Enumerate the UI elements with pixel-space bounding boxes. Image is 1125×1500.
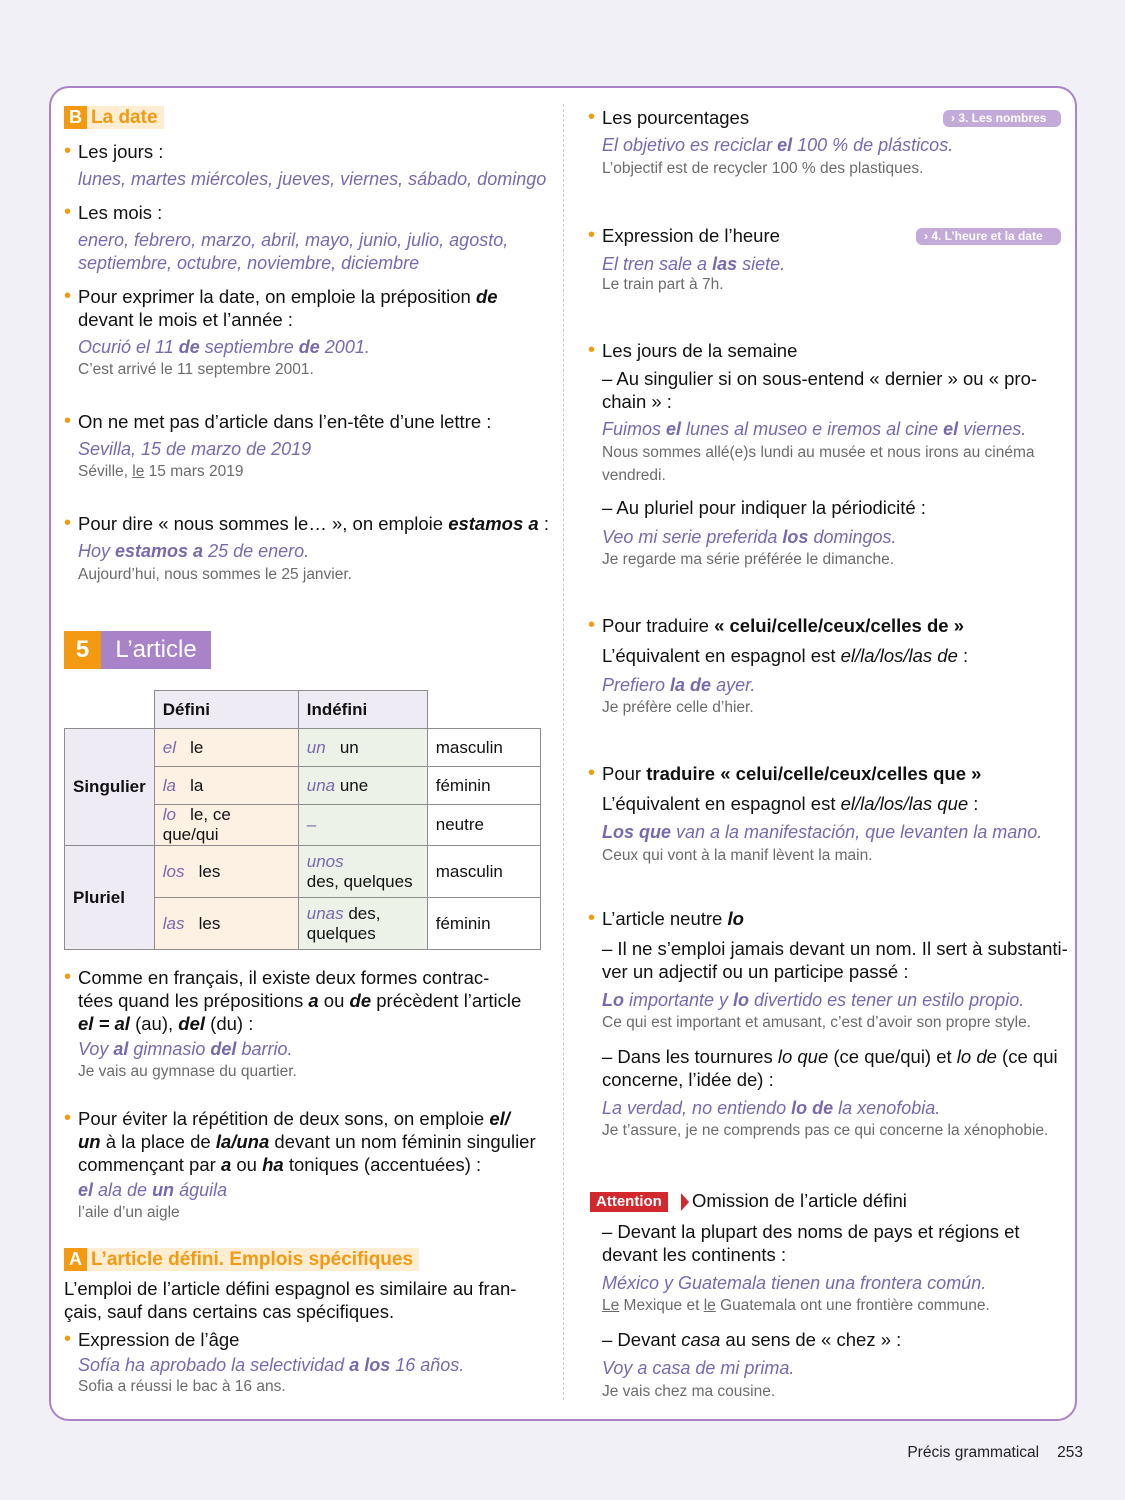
mois-label: • Les mois : [64,201,163,223]
contraction-rule: • Comme en français, il existe deux formes contrac- tées quand les prépositions a ou de précèdent l’article el = al (au), del (du) : [64,966,522,1034]
repetition-translation: l’aile d’un aigle [78,1204,180,1221]
neutre-lo-example-1: Lo importante y lo divertido es tener un estilo propio. [602,990,1025,1010]
celui-de-translation: Je préfère celle d’hier. [602,699,754,716]
cell-indefini: – [298,805,427,846]
neutre-lo-rule-1: – Il ne s’emploi jamais devant un nom. Il sert à substanti- [602,938,1068,959]
estamos-example: Hoy estamos a 25 de enero. [78,541,310,561]
section-a-heading [64,1248,419,1271]
cell-genre: neutre [427,805,540,846]
cell-genre: féminin [427,898,540,950]
age-label: • Expression de l’âge [64,1328,240,1350]
semaine-example-2: Veo mi serie preferida los domingos. [602,527,897,547]
heure-example: El tren sale a las siete. [602,254,786,274]
cell-genre: masculin [427,846,540,898]
neutre-lo-rule-4: concerne, l’idée de) : [602,1069,774,1090]
celui-de-equiv: L’équivalent en espagnol est el/la/los/las de : [602,645,969,666]
estamos-rule: • Pour dire « nous sommes le… », on emploie estamos a : [64,512,549,534]
lettre-translation: Séville, le 15 mars 2019 [78,463,244,480]
jours-example: lunes, martes miércoles, jueves, viernes, sábado, domingo [78,169,547,189]
cell-defini: las les [154,898,298,950]
neutre-lo-rule-2: ver un adjectif ou un participe passé : [602,961,909,982]
semaine-rule-2: chain » : [602,391,672,412]
celui-de-example: Prefiero la de ayer. [602,675,756,695]
cell-defini: lo le, ce que/qui [154,805,298,846]
cell-genre: féminin [427,767,540,805]
attention-rule-2: devant les continents : [602,1244,787,1265]
cell-defini: el le [154,729,298,767]
repetition-example: el ala de un águila [78,1180,228,1200]
section-a-intro-1: L’emploi de l’article défini espagnol es similaire au fran- [64,1278,517,1299]
cell-indefini: una une [298,767,427,805]
celui-que-example: Los que van a la manifestación, que levanten la mano. [602,822,1043,842]
attention-arrow-icon [681,1193,689,1211]
attention-translation-1: Le Mexique et le Guatemala ont une frontière commune. [602,1297,990,1314]
pourcentages-example: El objetivo es reciclar el 100 % de plásticos. [602,135,954,155]
section-letter: B [64,106,87,129]
neutre-lo-example-2: La verdad, no entiendo lo de la xenofobia. [602,1098,941,1118]
header-indefini: Indéfini [298,691,427,729]
semaine-label: • Les jours de la semaine [588,339,798,361]
ref-link-heure-date[interactable]: › 4. L’heure et la date [916,228,1061,245]
neutre-lo-label: • L’article neutre lo [588,907,744,929]
table-row [65,846,541,898]
section-5-title: L’article [101,631,211,669]
date-rule: • Pour exprimer la date, on emploie la préposition de [64,285,498,307]
footer-label: Précis grammatical [907,1444,1040,1461]
celui-que-translation: Ceux qui vont à la manif lèvent la main. [602,847,873,864]
contraction-translation: Je vais au gymnase du quartier. [78,1063,297,1080]
row-label-singulier: Singulier [65,729,155,846]
attention-title: Omission de l’article défini [692,1190,907,1211]
age-example: Sofía ha aprobado la selectividad a los 16 años. [78,1355,465,1375]
mois-example-2: septiembre, octubre, noviembre, diciembre [78,253,420,273]
section-title: L’article défini. Emplois spécifiques [87,1248,419,1271]
cell-genre: masculin [427,729,540,767]
cell-defini: la la [154,767,298,805]
heure-label: • Expression de l’heure [588,224,780,246]
repetition-rule: • Pour éviter la répétition de deux sons, on emploie el/ un à la place de la/una devant un nom féminin singulier commençant par a ou ha toniques (accentuées) : [64,1107,536,1175]
section-5-number: 5 [64,631,101,669]
attention-badge: Attention [590,1192,668,1212]
cell-defini: los les [154,846,298,898]
cell-indefini: unos des, quelques [298,846,427,898]
estamos-translation: Aujourd’hui, nous sommes le 25 janvier. [78,566,352,583]
page-footer [907,1444,1083,1462]
lettre-rule: • On ne met pas d’article dans l’en-tête d’une lettre : [64,410,492,432]
section-a-intro-2: çais, sauf dans certains cas spécifiques. [64,1301,395,1322]
celui-que-rule: • Pour traduire « celui/celle/ceux/celles que » [588,762,982,784]
table-row [65,729,541,767]
ref-link-nombres[interactable]: › 3. Les nombres [943,110,1061,127]
pourcentages-translation: L’objectif est de recycler 100 % des plastiques. [602,160,924,177]
section-title: La date [87,106,164,129]
cell-indefini: un un [298,729,427,767]
date-example: Ocurió el 11 de septiembre de 2001. [78,337,370,357]
semaine-translation-2: Je regarde ma série préférée le dimanche. [602,551,895,568]
page-number: 253 [1057,1444,1083,1461]
attention-rule-1: – Devant la plupart des noms de pays et régions et [602,1221,1020,1242]
article-table [64,690,541,950]
neutre-lo-translation-1: Ce qui est important et amusant, c’est d’avoir son propre style. [602,1014,1032,1031]
heure-translation: Le train part à 7h. [602,276,724,293]
date-rule-2: devant le mois et l’année : [78,309,293,330]
date-translation: C’est arrivé le 11 septembre 2001. [78,361,314,378]
neutre-lo-rule-3: – Dans les tournures lo que (ce que/qui) et lo de (ce qui [602,1046,1058,1067]
semaine-example-1: Fuimos el lunes al museo e iremos al cine el viernes. [602,419,1027,439]
age-translation: Sofia a réussi le bac à 16 ans. [78,1378,286,1395]
jours-label: • Les jours : [64,140,164,162]
pourcentages-label: • Les pourcentages [588,106,750,128]
section-b-heading [64,106,164,129]
celui-de-rule: • Pour traduire « celui/celle/ceux/celles de » [588,614,965,636]
celui-que-equiv: L’équivalent en espagnol est el/la/los/las que : [602,793,979,814]
attention-example-1: México y Guatemala tienen una frontera común. [602,1273,987,1293]
semaine-translation-1a: Nous sommes allé(e)s lundi au musée et nous irons au cinéma [602,444,1035,461]
lettre-example: Sevilla, 15 de marzo de 2019 [78,439,312,459]
semaine-rule-1: – Au singulier si on sous-entend « dernier » ou « pro- [602,368,1038,389]
row-label-pluriel: Pluriel [65,846,155,950]
cell-indefini: unas des, quelques [298,898,427,950]
mois-example-1: enero, febrero, marzo, abril, mayo, junio, julio, agosto, [78,230,509,250]
neutre-lo-translation-2: Je t’assure, je ne comprends pas ce qui concerne la xénophobie. [602,1122,1049,1139]
attention-example-2: Voy a casa de mi prima. [602,1358,795,1378]
attention-translation-2: Je vais chez ma cousine. [602,1383,776,1400]
contraction-example: Voy al gimnasio del barrio. [78,1039,293,1059]
section-letter: A [64,1248,87,1271]
attention-rule-3: – Devant casa au sens de « chez » : [602,1329,902,1350]
semaine-translation-1b: vendredi. [602,467,666,484]
header-defini: Défini [154,691,298,729]
semaine-rule-3: – Au pluriel pour indiquer la périodicité : [602,497,926,518]
column-divider [563,104,564,1400]
